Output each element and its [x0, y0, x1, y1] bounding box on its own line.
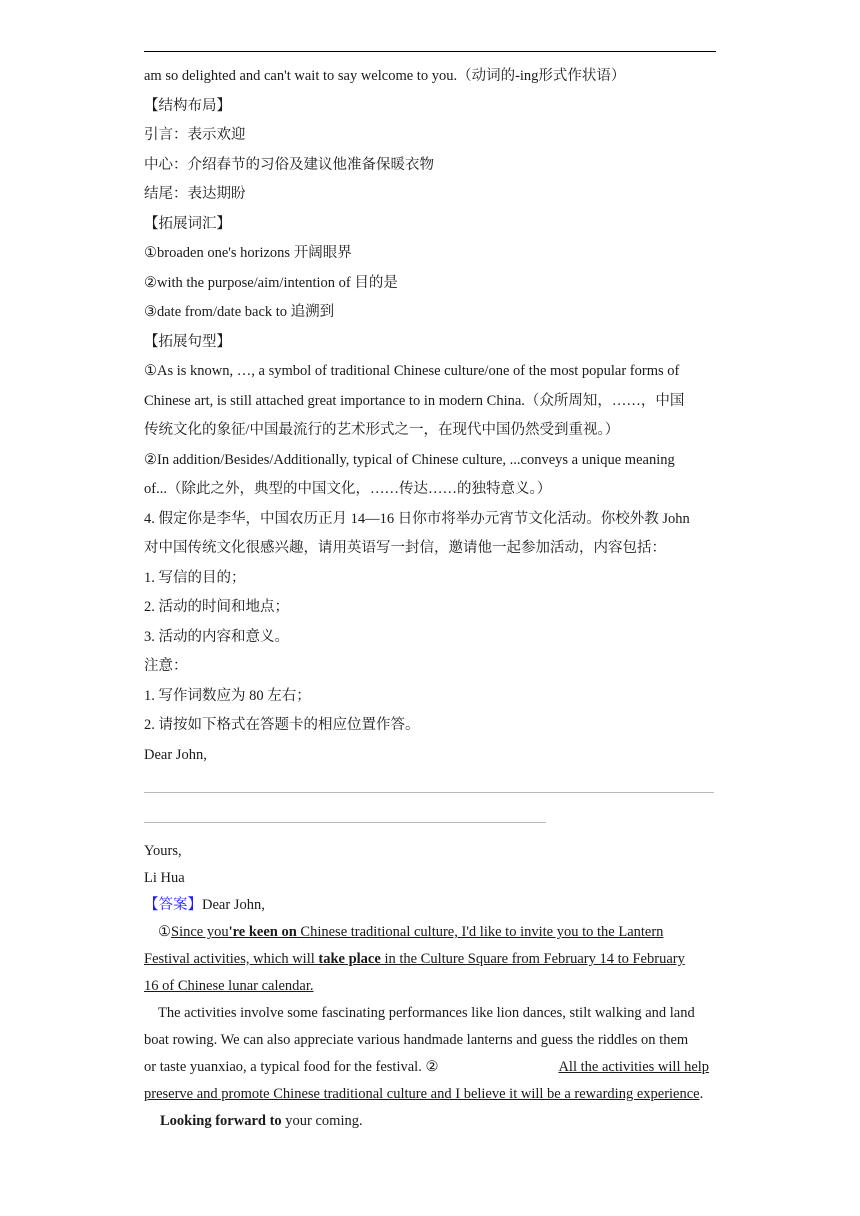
letter-salutation: Dear John, [144, 746, 207, 763]
pattern-line: ①As is known, …, a symbol of traditional Chinese culture/one of the most popular forms of [144, 363, 680, 379]
pattern-line: ②In addition/Besides/Additionally, typical of Chinese culture, ...conveys a unique meaning [144, 451, 675, 468]
pattern-line: of...（除此之外，典型的中国文化，……传达……的独特意义。） [144, 481, 552, 497]
answer-header [144, 892, 720, 919]
answer-blank-line [144, 770, 720, 800]
letter-signature: Li Hua [144, 870, 185, 886]
task-content-item: 1. 写信的目的； [144, 569, 246, 586]
vocab-item: ③date from/date back to 追溯到 [144, 304, 335, 320]
structure-item: 引言：表示欢迎 [144, 127, 246, 143]
task-prompt-line: 4. 假定你是李华，中国农历正月 14—16 日你市将举办元宵节文化活动。你校外教 John [144, 510, 690, 527]
task-prompt-line: 对中国传统文化很感兴趣，请用英语写一封信，邀请他一起参加活动，内容包括： [144, 540, 666, 556]
pattern-line: 传统文化的象征/中国最流行的艺术形式之一，在现代中国仍然受到重视。） [144, 422, 620, 438]
answer-paragraph-2: The activities involve some fascinating performances like lion dances, stilt walking and land [158, 1005, 695, 1021]
patterns-heading: 【拓展句型】 [144, 333, 231, 350]
answer-tag: 【答案】 [144, 897, 202, 913]
note-item: 2. 请按如下格式在答题卡的相应位置作答。 [144, 717, 420, 733]
structure-item: 中心：介绍春节的习俗及建议他准备保暖衣物 [144, 156, 434, 173]
vocab-heading: 【拓展词汇】 [144, 215, 231, 232]
vocab-item: ②with the purpose/aim/intention of 目的是 [144, 274, 398, 291]
intro-line: am so delighted and can't wait to say welcome to you.（动词的-ing形式作状语） [144, 68, 626, 84]
document-body [144, 62, 720, 1135]
vocab-item: ①broaden one's horizons 开阔眼界 [144, 245, 352, 261]
header-rule [144, 51, 716, 52]
structure-item: 结尾：表达期盼 [144, 186, 246, 202]
answer-blank-line [144, 800, 720, 830]
structure-heading: 【结构布局】 [144, 97, 231, 114]
answer-paragraph-1: ①Since you're keen on Chinese traditional culture, I'd like to invite you to the Lantern [158, 924, 664, 940]
answer-paragraph-3: Looking forward to your coming. [160, 1113, 363, 1129]
sentence-marker: ① [158, 924, 171, 940]
task-content-item: 2. 活动的时间和地点； [144, 599, 289, 615]
answer-salutation: Dear John, [202, 897, 265, 913]
letter-closing: Yours, [144, 843, 182, 859]
note-heading: 注意： [144, 658, 188, 674]
note-item: 1. 写作词数应为 80 左右； [144, 687, 311, 704]
answer-section: 【答案】Dear John, ①Since you're keen on Chinese traditional culture, I'd like to invite you to the Lantern Festival activities, which will take place in the Culture Square from February 14 to February 16 of Chinese lunar calendar. The activities involve some fascinating performances like lion dances, stilt walking and land boat rowing. We can also appreciate various handmade lanterns and guess the riddles on them or taste yuanxiao, a typical food for the festival. ② All the activities will help preserve and promote Chinese traditional culture and I believe it will be a rewarding experience. Looking forward to your coming. [144, 892, 720, 1135]
task-content-item: 3. 活动的内容和意义。 [144, 628, 289, 645]
pattern-line: Chinese art, is still attached great importance to in modern China.（众所周知，……，中国 [144, 392, 685, 409]
